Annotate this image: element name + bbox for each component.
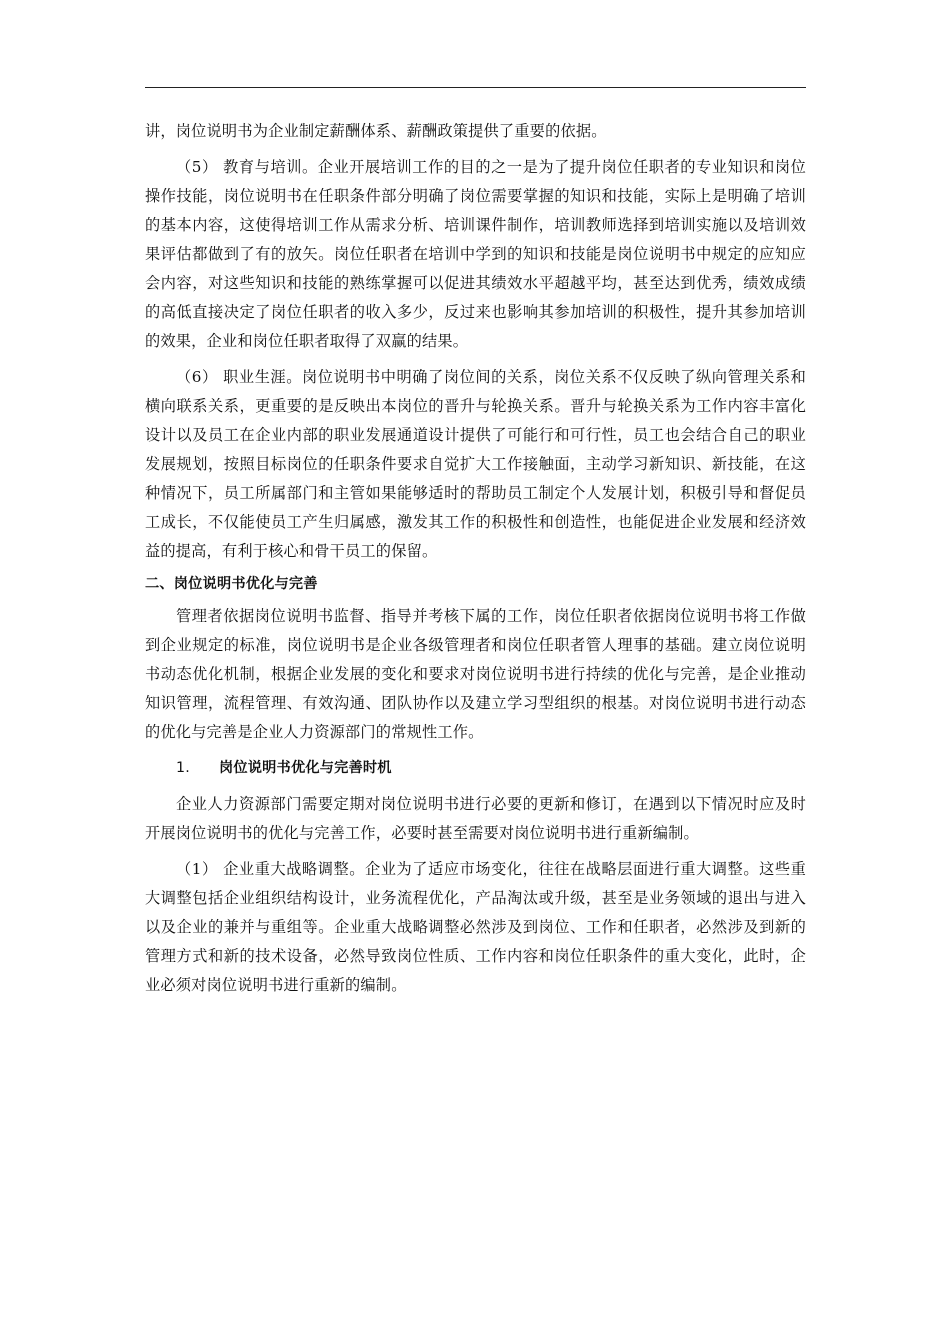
subsection-number: 1. — [176, 760, 190, 776]
paragraph-hr: 企业人力资源部门需要定期对岗位说明书进行必要的更新和修订，在遇到以下情况时应及时开展岗位说明书的优化与完善工作，必要时甚至需要对岗位说明书进行重新编制。 — [145, 795, 806, 842]
section-heading: 二、岗位说明书优化与完善 — [145, 576, 318, 592]
subsection-title: 岗位说明书优化与完善时机 — [219, 760, 392, 776]
document-body — [145, 117, 806, 1000]
paragraph-manager: 管理者依据岗位说明书监督、指导并考核下属的工作，岗位任职者依据岗位说明书将工作做到企业规定的标准，岗位说明书是企业各级管理者和岗位任职者管人理事的基础。建立岗位说明书动态优化机制，根据企业发展的变化和要求对岗位说明书进行持续的优化与完善，是企业推动知识管理，流程管理、有效沟通、团队协作以及建立学习型组织的根基。对岗位说明书进行动态的优化与完善是企业人力资源部门的常规性工作。 — [145, 607, 806, 741]
paragraph-continuation: 讲，岗位说明书为企业制定薪酬体系、薪酬政策提供了重要的依据。 — [145, 122, 607, 140]
paragraph-education-training: （5） 教育与培训。企业开展培训工作的目的之一是为了提升岗位任职者的专业知识和岗位操作技能，岗位说明书在任职条件部分明确了岗位需要掌握的知识和技能，实际上是明确了培训的基本内容，这使得培训工作从需求分析、培训课件制作，培训教师选择到培训实施以及培训效果评估都做到了有的放矢。岗位任职者在培训中学到的知识和技能是岗位说明书中规定的应知应会内容，对这些知识和技能的熟练掌握可以促进其绩效水平超越平均，甚至达到优秀，绩效成绩的高低直接决定了岗位任职者的收入多少，反过来也影响其参加培训的积极性，提升其参加培训的效果，企业和岗位任职者取得了双赢的结果。 — [145, 158, 806, 350]
paragraph-career: （6） 职业生涯。岗位说明书中明确了岗位间的关系，岗位关系不仅反映了纵向管理关系和横向联系关系，更重要的是反映出本岗位的晋升与轮换关系。晋升与轮换关系为工作内容丰富化设计以及员工在企业内部的职业发展通道设计提供了可能行和可行性，员工也会结合自己的职业发展规划，按照目标岗位的任职条件要求自觉扩大工作接触面，主动学习新知识、新技能，在这种情况下，员工所属部门和主管如果能够适时的帮助员工制定个人发展计划，积极引导和督促员工成长，不仅能使员工产生归属感，激发其工作的积极性和创造性，也能促进企业发展和经济效益的提高，有利于核心和骨干员工的保留。 — [145, 368, 806, 560]
paragraph-strategy: （1） 企业重大战略调整。企业为了适应市场变化，往往在战略层面进行重大调整。这些重大调整包括企业组织结构设计，业务流程优化，产品淘汰或升级，甚至是业务领域的退出与进入以及企业的兼并与重组等。企业重大战略调整必然涉及到岗位、工作和任职者，必然涉及到新的管理方式和新的技术设备，必然导致岗位性质、工作内容和岗位任职条件的重大变化，此时，企业必须对岗位说明书进行重新的编制。 — [145, 860, 806, 994]
subsection-heading — [145, 747, 806, 790]
header-rule — [145, 87, 806, 88]
